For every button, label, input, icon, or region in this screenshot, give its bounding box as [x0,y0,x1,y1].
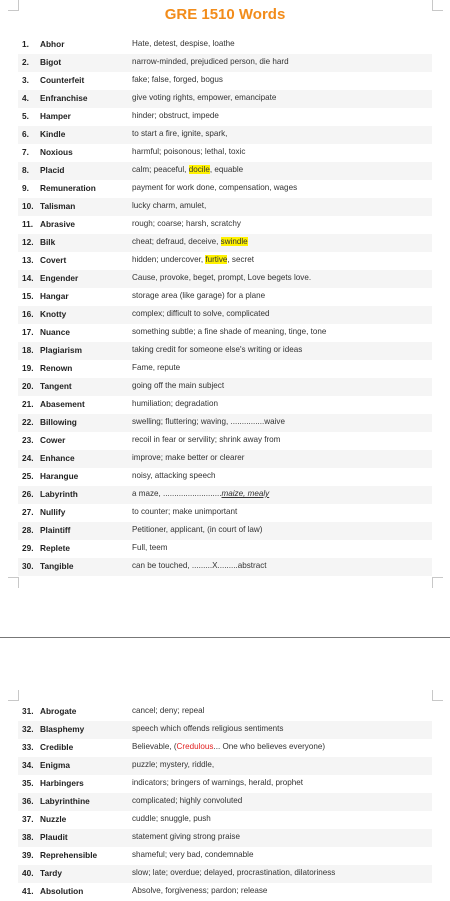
word-definition: taking credit for someone else's writing or ideas [132,345,303,354]
definition-part: ... One who believes everyone) [213,742,326,751]
word-definition [132,165,432,174]
word-definition: indicators; bringers of warnings, herald, prophet [132,778,303,787]
word-definition: humiliation; degradation [132,399,218,408]
word-number: 2. [22,57,29,67]
table-row [18,54,432,72]
word-definition: something subtle; a fine shade of meaning, tinge, tone [132,327,327,336]
table-row [18,432,432,450]
definition-part: cheat; defraud, deceive, [132,237,221,246]
word-term: Covert [40,255,67,265]
word-number: 3. [22,75,29,85]
word-definition: Absolve, forgiveness; pardon; release [132,886,268,895]
word-definition: lucky charm, amulet, [132,201,207,210]
table-row [18,757,432,775]
word-term: Harangue [40,471,79,481]
word-term: Noxious [40,147,73,157]
word-number: 30. [22,561,34,571]
word-definition: can be touched, .........X.........abstract [132,561,267,570]
word-definition: cancel; deny; repeal [132,706,205,715]
word-table-page-1 [18,36,432,576]
table-row [18,450,432,468]
table-row [18,829,432,847]
word-number: 40. [22,868,34,878]
word-number: 6. [22,129,29,139]
word-number: 11. [22,219,34,229]
word-number: 28. [22,525,34,535]
word-definition: puzzle; mystery, riddle, [132,760,215,769]
word-term: Placid [40,165,65,175]
word-definition: complicated; highly convoluted [132,796,243,805]
word-term: Nuzzle [40,814,67,824]
word-term: Blasphemy [40,724,85,734]
word-number: 31. [22,706,34,716]
word-definition: rough; coarse; harsh, scratchy [132,219,241,228]
word-number: 18. [22,345,34,355]
table-row [18,540,432,558]
word-number: 4. [22,93,29,103]
word-number: 25. [22,471,34,481]
highlighted-text: swindle [220,237,248,246]
crop-mark [8,690,19,701]
definition-part: Believable, ( [132,742,177,751]
word-number: 7. [22,147,29,157]
word-term: Engender [40,273,79,283]
word-term: Bilk [40,237,56,247]
word-term: Plagiarism [40,345,82,355]
table-row [18,234,432,252]
word-number: 32. [22,724,34,734]
table-row [18,793,432,811]
table-row [18,558,432,576]
word-definition: harmful; poisonous; lethal, toxic [132,147,246,156]
table-row [18,360,432,378]
word-number: 38. [22,832,34,842]
word-definition [132,742,432,751]
word-definition: recoil in fear or servility; shrink away from [132,435,281,444]
word-definition [132,237,432,246]
word-term: Bigot [40,57,62,67]
word-definition: Fame, repute [132,363,181,372]
word-definition: Petitioner, applicant, (in court of law) [132,525,263,534]
word-number: 1. [22,39,29,49]
word-number: 26. [22,489,34,499]
word-term: Tangible [40,561,74,571]
word-number: 34. [22,760,34,770]
word-term: Replete [40,543,70,553]
word-term: Billowing [40,417,77,427]
word-number: 5. [22,111,29,121]
word-term: Tangent [40,381,72,391]
word-number: 23. [22,435,34,445]
table-row [18,721,432,739]
word-number: 20. [22,381,34,391]
word-number: 12. [22,237,34,247]
word-number: 15. [22,291,34,301]
word-definition: complex; difficult to solve, complicated [132,309,270,318]
table-row [18,504,432,522]
table-row [18,108,432,126]
word-definition: Cause, provoke, beget, prompt, Love begets love. [132,273,312,282]
word-number: 14. [22,273,34,283]
table-row [18,342,432,360]
highlighted-text: docile [188,165,210,174]
table-row [18,126,432,144]
word-definition: Hate, detest, despise, loathe [132,39,235,48]
word-term: Nuance [40,327,70,337]
table-row [18,162,432,180]
table-row [18,252,432,270]
word-definition: fake; false, forged, bogus [132,75,223,84]
word-term: Kindle [40,129,66,139]
table-row [18,36,432,54]
word-definition: hinder; obstruct, impede [132,111,219,120]
definition-part: a maze, .......................... [132,489,222,498]
word-term: Enfranchise [40,93,88,103]
word-term: Counterfeit [40,75,85,85]
word-number: 24. [22,453,34,463]
table-row [18,847,432,865]
word-definition [132,255,432,264]
word-number: 10. [22,201,34,211]
word-definition: narrow-minded, prejudiced person, die hard [132,57,289,66]
word-number: 8. [22,165,29,175]
table-row [18,522,432,540]
red-text: Credulous [176,742,214,751]
word-term: Talisman [40,201,76,211]
table-row [18,486,432,504]
word-definition [132,489,432,498]
word-definition: swelling; fluttering; waving, ...............waive [132,417,285,426]
table-row [18,288,432,306]
word-term: Reprehensible [40,850,98,860]
word-number: 29. [22,543,34,553]
word-number: 39. [22,850,34,860]
word-definition: shameful; very bad, condemnable [132,850,254,859]
table-row [18,703,432,721]
word-definition: speech which offends religious sentiments [132,724,284,733]
definition-part: , equable [209,165,244,174]
table-row [18,198,432,216]
word-definition: slow; late; overdue; delayed, procrastination, dilatoriness [132,868,336,877]
word-term: Abrasive [40,219,76,229]
word-definition: noisy, attacking speech [132,471,216,480]
word-term: Tardy [40,868,62,878]
page-title: GRE 1510 Words [164,6,286,23]
word-definition: storage area (like garage) for a plane [132,291,266,300]
word-number: 19. [22,363,34,373]
word-term: Enhance [40,453,75,463]
word-number: 33. [22,742,34,752]
word-definition: improve; make better or clearer [132,453,245,462]
word-number: 9. [22,183,29,193]
word-term: Abasement [40,399,85,409]
word-definition: payment for work done, compensation, wages [132,183,298,192]
word-number: 16. [22,309,34,319]
word-term: Abrogate [40,706,77,716]
word-term: Plaintiff [40,525,71,535]
crop-mark [432,577,443,588]
word-definition: give voting rights, empower, emancipate [132,93,277,102]
word-number: 35. [22,778,34,788]
word-definition: going off the main subject [132,381,225,390]
word-term: Enigma [40,760,70,770]
word-number: 17. [22,327,34,337]
table-row [18,414,432,432]
definition-part: , secret [227,255,254,264]
table-row [18,739,432,757]
table-row [18,865,432,883]
crop-mark [432,0,443,11]
word-term: Labyrinthine [40,796,90,806]
word-number: 22. [22,417,34,427]
crop-mark [432,690,443,701]
table-row [18,306,432,324]
word-term: Hamper [40,111,71,121]
table-row [18,324,432,342]
word-term: Harbingers [40,778,84,788]
table-row [18,396,432,414]
word-term: Abhor [40,39,65,49]
word-number: 41. [22,886,34,896]
table-row [18,90,432,108]
page-divider [0,637,450,638]
word-term: Labyrinth [40,489,78,499]
table-row [18,378,432,396]
word-term: Renown [40,363,73,373]
definition-part: calm; peaceful, [132,165,189,174]
table-row [18,144,432,162]
table-row [18,180,432,198]
word-term: Remuneration [40,183,96,193]
word-number: 21. [22,399,34,409]
word-term: Cower [40,435,66,445]
word-term: Credible [40,742,74,752]
table-row [18,72,432,90]
definition-part: hidden; undercover, [132,255,206,264]
table-row [18,468,432,486]
word-definition: Full, teem [132,543,168,552]
word-definition: statement giving strong praise [132,832,240,841]
word-definition: to counter; make unimportant [132,507,238,516]
crop-mark [8,0,19,11]
word-term: Hangar [40,291,69,301]
highlighted-text: furtive [205,255,228,264]
table-row [18,270,432,288]
word-number: 36. [22,796,34,806]
crop-mark [8,577,19,588]
word-term: Nullify [40,507,66,517]
word-number: 37. [22,814,34,824]
table-row [18,216,432,234]
word-term: Knotty [40,309,67,319]
table-row [18,811,432,829]
table-row [18,775,432,793]
word-definition: to start a fire, ignite, spark, [132,129,228,138]
word-term: Plaudit [40,832,68,842]
word-term: Absolution [40,886,84,896]
word-number: 13. [22,255,34,265]
table-row [18,883,432,901]
word-definition: cuddle; snuggle, push [132,814,211,823]
underlined-text: maize, mealy [221,489,270,498]
word-table-page-2 [18,703,432,901]
word-number: 27. [22,507,34,517]
